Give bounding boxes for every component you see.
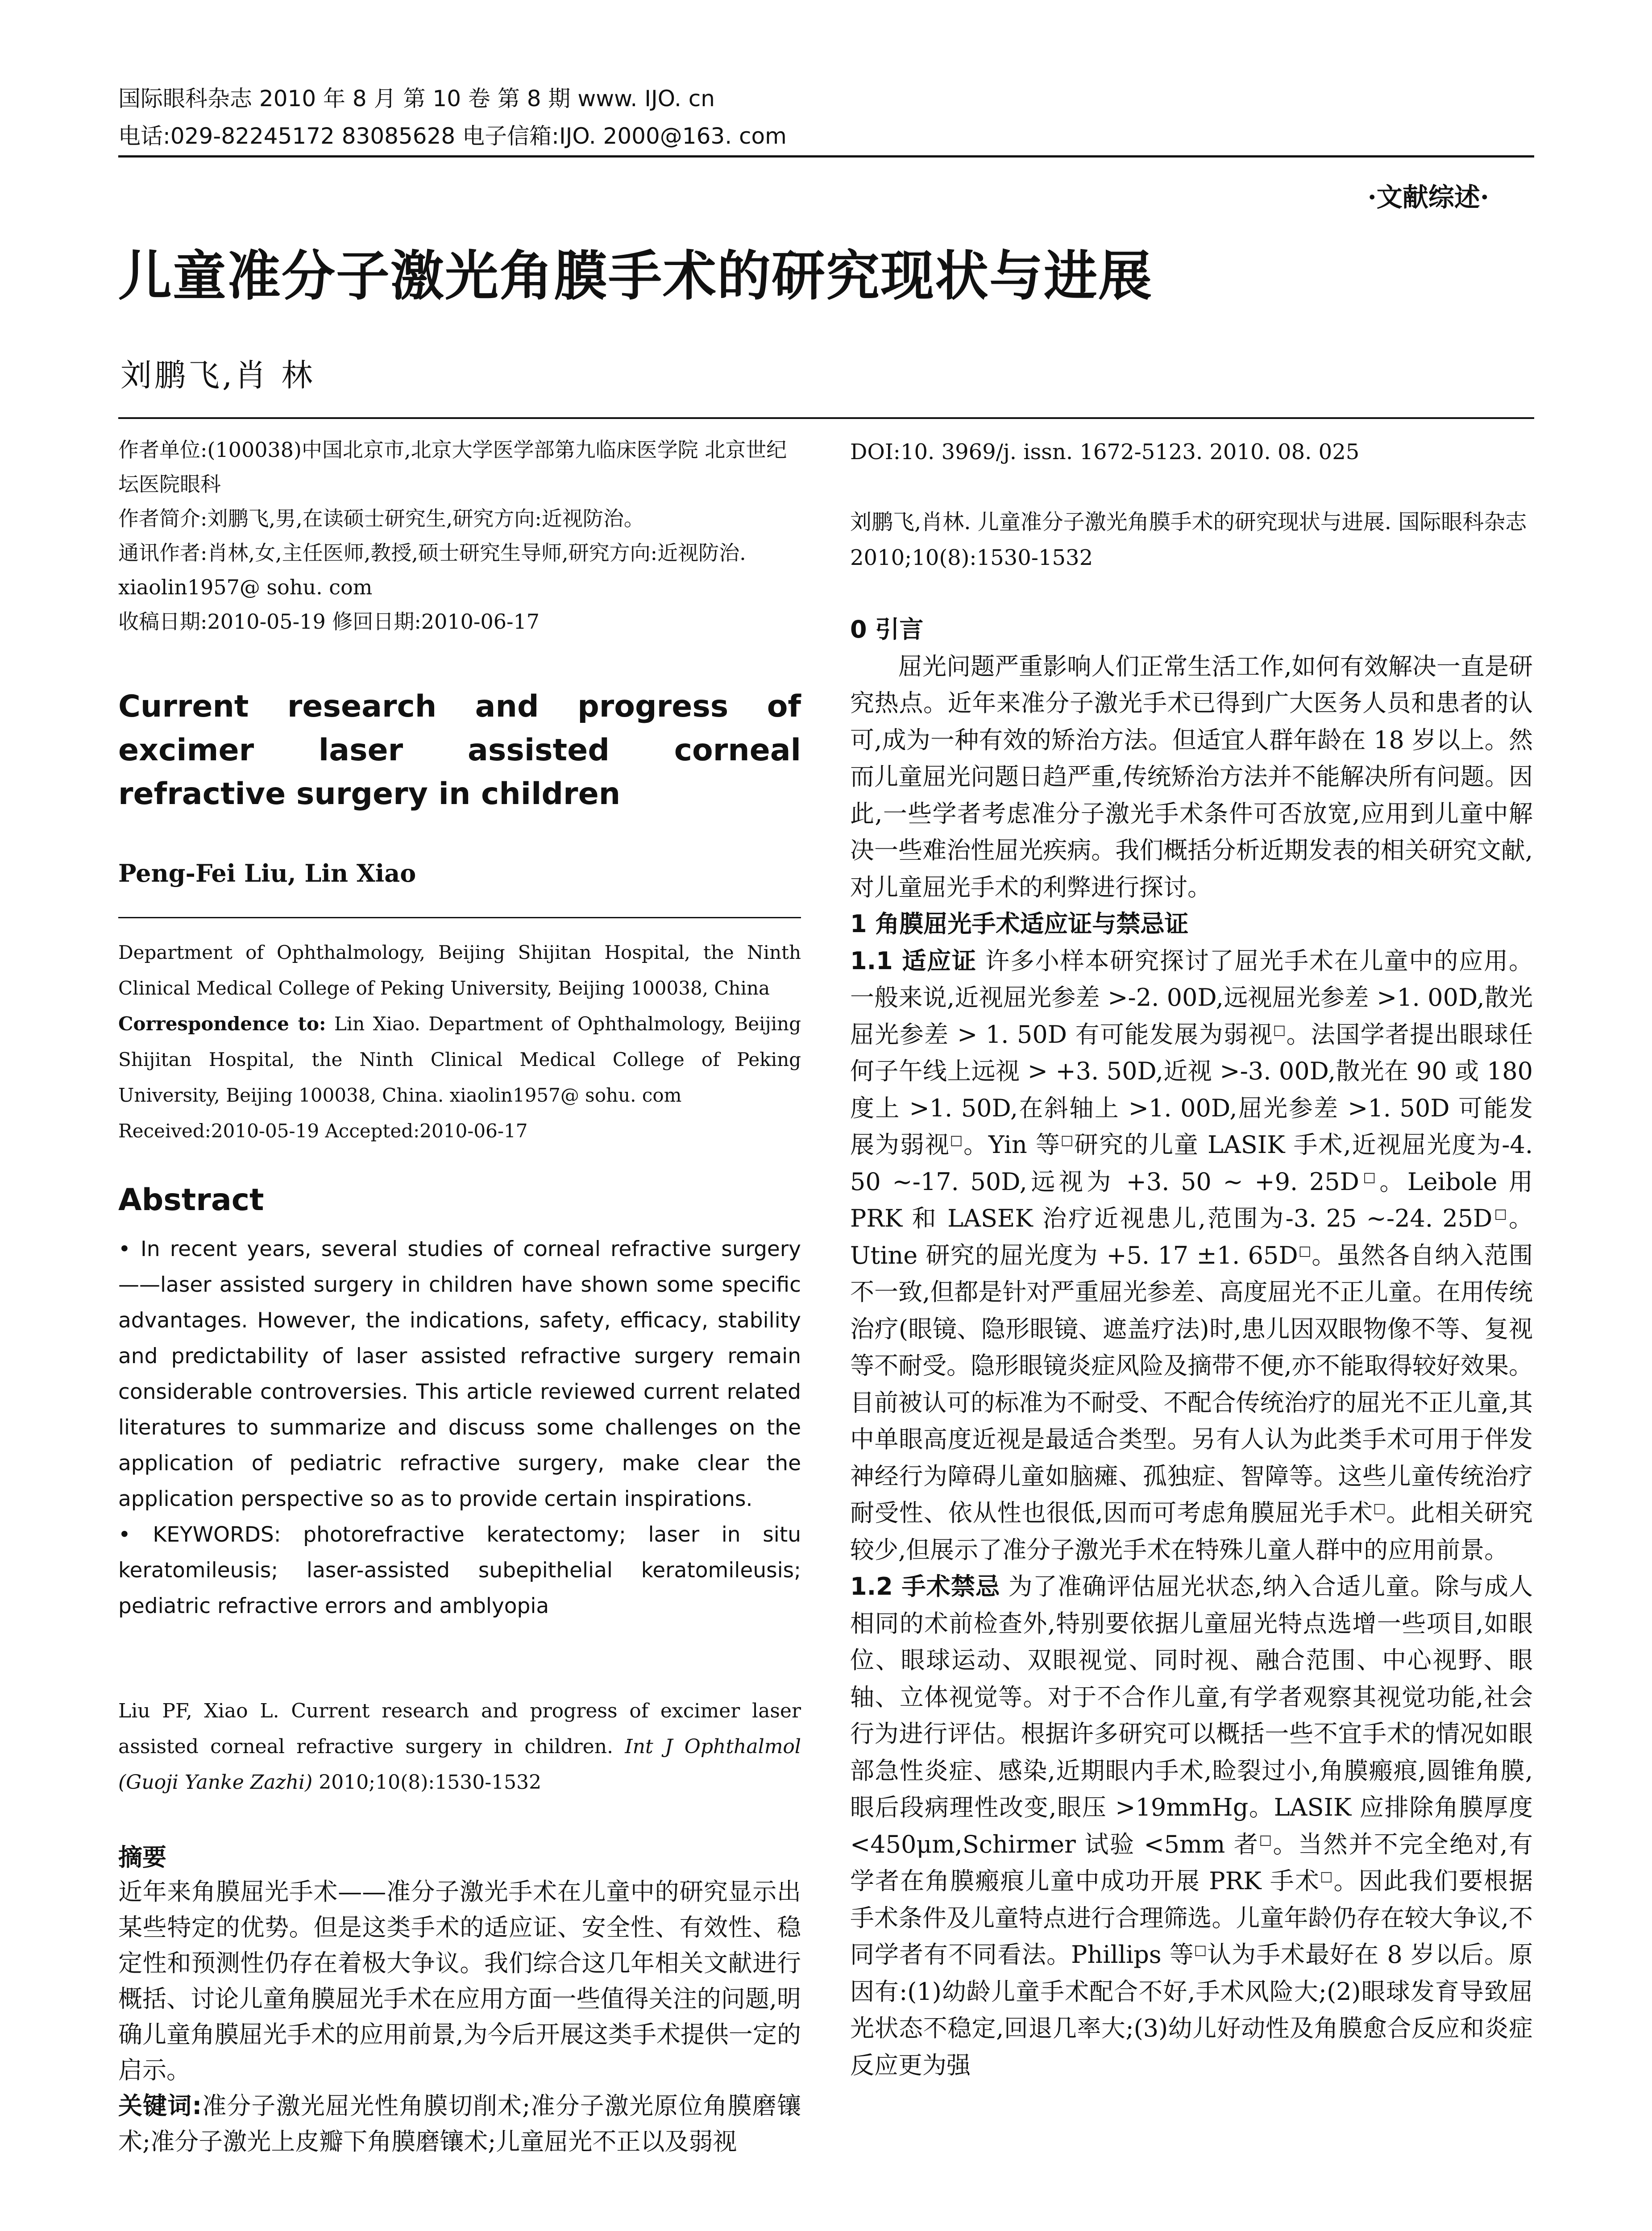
reference-mark: □ [1273,1022,1287,1038]
reference-mark: □ [950,1132,964,1148]
body-text-run: 许多小样本研究探讨了屈光手术在儿童中的应用。一般来说,近视屈光参差 >-2. 00D,远视屈光参差 >1. 00D,散光屈光参差 > 1. 50D 有可能发展为弱视 [850,946,1533,1049]
english-keywords: • KEYWORDS: photorefractive keratectomy; laser in situ keratomileusis; laser-assisted subepithelial keratomileusis; pediatric refractive errors and amblyopia [118,1522,801,1618]
english-title: Current research and progress of excimer laser assisted corneal refractive surgery in children [118,689,801,812]
corresponding-author: 通讯作者:肖林,女,主任医师,教授,硕士研究生导师,研究方向:近视防治. xiaolin1957@ sohu. com [118,541,746,599]
citation-journal: Int J Ophthalmol (Guoji Yanke Zazhi) [118,1735,801,1794]
chinese-keywords [118,2088,801,2160]
english-authors-rule [118,917,801,918]
body-text-run: 。Leibole 用 PRK 和 LASEK 治疗近视患儿,范围为-3. 25 ~-24. 25D [850,1167,1533,1232]
doi: DOI:10. 3969/j. issn. 1672-5123. 2010. 08. 025 [850,440,1360,464]
body-text-run: 为了准确评估屈光状态,纳入合适儿童。除与成人相同的术前检查外,特别要依据儿童屈光特点选增一些项目,如眼位、眼球运动、双眼视觉、同时视、融合范围、中心视野、眼轴、立体视觉等。对于不合作儿童,有学者观察其视觉功能,社会行为进行评估。根据许多研究可以概括一些不宜手术的情况如眼部急性炎症、感染,近期眼内手术,睑裂过小,角膜瘢痕,圆锥角膜,眼后段病理性改变,眼压 >19mmHg。LASIK 应排除角膜厚度 <450μm,Schirmer 试验 <5mm 者 [850,1572,1533,1858]
reference-mark: □ [1298,1243,1312,1259]
citation-authors-title: Liu PF, Xiao L. Current research and progress of excimer laser assisted corneal refractive surgery in children. [118,1700,801,1758]
body-text-run: 。当然并不完全绝对,有学者在角膜瘢痕儿童中成功开展 PRK 手术 [850,1830,1533,1895]
section-1-2-heading: 1.2 手术禁忌 [850,1572,1000,1601]
english-authors: Peng-Fei Liu, Lin Xiao [118,859,416,887]
english-citation [118,1693,801,1800]
reference-mark: □ [1359,1169,1380,1185]
reference-mark: □ [1194,1942,1208,1958]
section-1-1-paragraph [850,943,1533,1569]
body-text-run: 。Yin 等 [963,1131,1061,1159]
chinese-abstract [118,1874,801,2160]
body-text-run: 。虽然各自纳入范围不一致,但都是针对严重屈光参差、高度屈光不正儿童。在用传统治疗(眼镜、隐形眼镜、遮盖疗法)时,患儿因双眼物像不等、复视等不耐受。隐形眼镜炎症风险及摘带不便,亦不能取得较好效果。目前被认可的标准为不耐受、不配合传统治疗的屈光不正儿童,其中单眼高度近视是最适合类型。另有人认为此类手术可用于伴发神经行为障碍儿童如脑瘫、孤独症、智障等。这些儿童传统治疗耐受性、依从性也很低,因而可考虑角膜屈光手术 [850,1241,1533,1527]
article-authors: 刘鹏飞,肖 林 [120,357,315,394]
body-text-run: 研究的儿童 LASIK 手术,近视屈光度为-4. 50 ~-17. 50D,远视为 +3. 50 ~ +9. 25D [850,1131,1533,1196]
chinese-abstract-heading: 摘要 [118,1843,166,1871]
reference-mark: □ [1060,1132,1075,1148]
journal-header-line2: 电话:029-82245172 83085628 电子信箱:IJO. 2000@163. com [118,123,787,149]
author-info [118,433,801,639]
reference-mark: □ [1373,1501,1386,1516]
author-affiliation: 作者单位:(100038)中国北京市,北京大学医学部第九临床医学院 北京世纪坛医院眼科 [118,438,787,496]
body-text-run: 。此相关研究较少,但展示了准分子激光手术在特殊儿童人群中的应用前景。 [850,1499,1533,1564]
chinese-keywords-label: 关键词: [118,2092,202,2120]
english-received: Received:2010-05-19 Accepted:2010-06-17 [118,1120,528,1142]
chinese-citation: 刘鹏飞,肖林. 儿童准分子激光角膜手术的研究现状与进展. 国际眼科杂志 2010;10(8):1530-1532 [850,510,1527,570]
abstract-heading: Abstract [118,1182,264,1218]
article-body [850,611,1533,2084]
section-1-2-paragraph [850,1568,1533,2084]
journal-header-line1: 国际眼科杂志 2010 年 8 月 第 10 卷 第 8 期 www. IJO. cn [118,86,715,112]
body-text-run: 。法国学者提出眼球任何子午线上远视 > +3. 50D,近视 >-3. 00D,散光在 90 或 180 度上 >1. 50D,在斜轴上 >1. 00D,屈光参差 >1. 50D 可能发展为弱视 [850,1020,1533,1159]
title-rule [118,417,1534,419]
body-text-run: 。Utine 研究的屈光度为 +5. 17 ±1. 65D [850,1204,1533,1269]
english-correspondence [118,1006,801,1113]
section-0-heading: 0 引言 [850,615,924,643]
section-1-heading: 1 角膜屈光手术适应证与禁忌证 [850,910,1189,938]
header-rule [118,155,1534,158]
citation-volume: 2010;10(8):1530-1532 [319,1771,542,1794]
reference-mark: □ [1320,1869,1334,1884]
chinese-abstract-text: 近年来角膜屈光手术——准分子激光手术在儿童中的研究显示出某些特定的优势。但是这类手术的适应证、安全性、有效性、稳定性和预测性仍存在着极大争议。我们综合这几年相关文献进行概括、讨论儿童角膜屈光手术在应用方面一些值得关注的问题,明确儿童角膜屈光手术的应用前景,为今后开展这类手术提供一定的启示。 [118,1878,801,2084]
correspondence-label: Correspondence to: [118,1013,326,1035]
chinese-keywords-text: 准分子激光屈光性角膜切削术;准分子激光原位角膜磨镶术;准分子激光上皮瓣下角膜磨镶术;儿童屈光不正以及弱视 [118,2092,801,2156]
reference-mark: □ [1259,1832,1273,1848]
reference-mark: □ [1492,1206,1509,1222]
section-1-1-heading: 1.1 适应证 [850,946,977,975]
body-text-run: 认为手术最好在 8 岁以后。原因有:(1)幼龄儿童手术配合不好,手术风险大;(2)眼球发育导致屈光状态不稳定,回退几率大;(3)幼儿好动性及角膜愈合反应和炎症反应更为强 [850,1941,1533,2079]
article-title: 儿童准分子激光角膜手术的研究现状与进展 [118,245,1153,307]
section-0-text: 屈光问题严重影响人们正常生活工作,如何有效解决一直是研究热点。近年来准分子激光手术已得到广大医务人员和患者的认可,成为一种有效的矫治方法。但适宜人群年龄在 18 岁以上。然而儿童屈光问题日趋严重,传统矫治方法并不能解决所有问题。因此,一些学者考虑准分子激光手术条件可否放宽,应用到儿童中解决一些难治性屈光疾病。我们概括分析近期发表的相关研究文献,对儿童屈光手术的利弊进行探讨。 [850,652,1533,901]
english-abstract-text: • In recent years, several studies of corneal refractive surgery——laser assisted surgery in children have shown some specific advantages. However, the indications, safety, efficacy, stability and predictability of laser assisted refractive surgery remain considerable controversies. This article reviewed current related literatures to summarize and discuss some challenges on the application of pediatric refractive surgery, make clear the application perspective so as to provide certain inspirations. [118,1237,801,1511]
section-tag: ·文献综述· [1367,182,1489,212]
english-abstract [118,1232,801,1624]
correspondence-text: Lin Xiao. Department of Ophthalmology, Beijing Shijitan Hospital, the Ninth Clinical Medical College of Peking University, Beijing 100038, China. xiaolin1957@ sohu. com [118,1013,801,1106]
english-affiliation-block [118,935,801,1149]
body-text-run: 。因此我们要根据手术条件及儿童特点进行合理筛选。儿童年龄仍存在较大争议,不同学者有不同看法。Phillips 等 [850,1867,1533,1969]
author-bio: 作者简介:刘鹏飞,男,在读硕士研究生,研究方向:近视防治。 [118,506,644,531]
english-affiliation: Department of Ophthalmology, Beijing Shijitan Hospital, the Ninth Clinical Medical College of Peking University, Beijing 100038, China [118,941,801,999]
received-dates: 收稿日期:2010-05-19 修回日期:2010-06-17 [118,610,540,634]
